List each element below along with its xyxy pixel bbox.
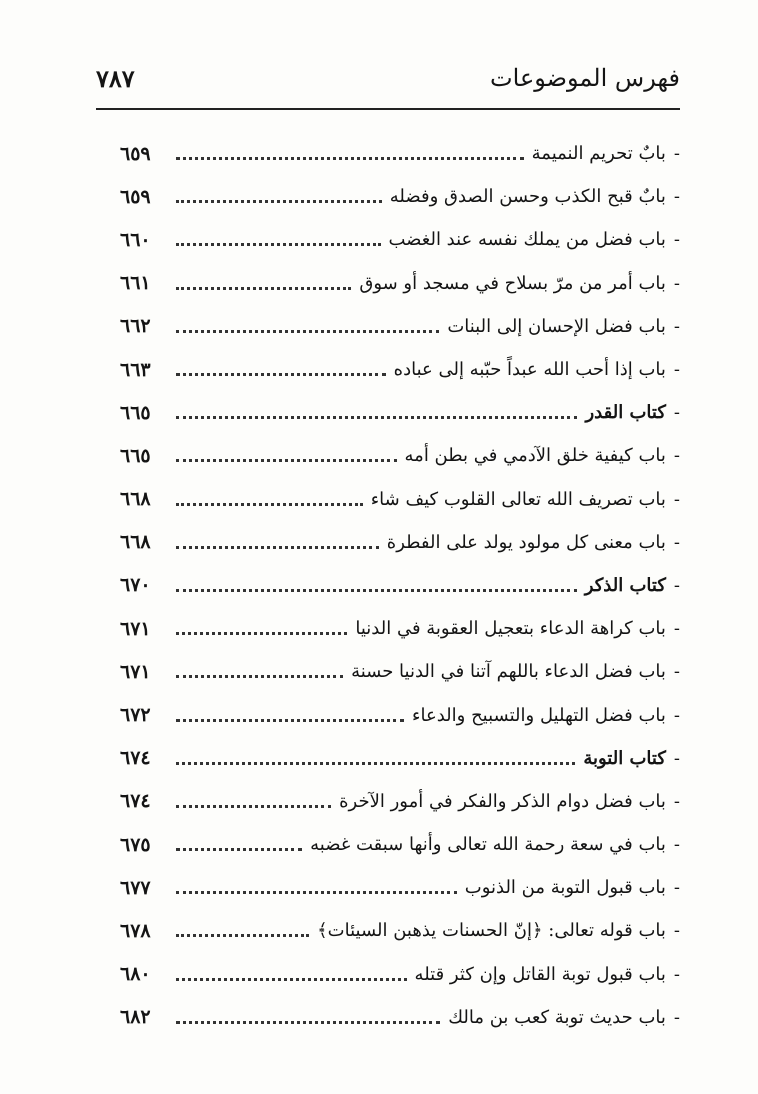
toc-page-number: ٦٧٤ <box>120 790 151 813</box>
toc-entry-title: كتاب القدر <box>585 402 666 424</box>
toc-page-number: ٦٧٧ <box>120 876 151 899</box>
toc-entry-title: باب أمر من مرّ بسلاح في مسجد أو سوق <box>359 272 666 294</box>
toc-leader-dots <box>176 157 524 160</box>
toc-leader-dots <box>176 762 575 765</box>
toc-entry-title: باب معنى كل مولود يولد على الفطرة <box>386 531 666 553</box>
toc-leader-dots <box>176 805 331 808</box>
toc-page-number: ٦٧٥ <box>120 833 151 856</box>
toc-dash: - <box>673 229 680 251</box>
header-rule <box>96 108 680 110</box>
toc-leader-dots <box>176 546 379 549</box>
toc-row <box>120 780 680 823</box>
toc-page-number: ٦٥٩ <box>120 142 151 165</box>
toc-row <box>120 953 680 996</box>
toc-dash: - <box>673 315 680 337</box>
toc-page-number: ٦٧٠ <box>120 574 151 597</box>
toc-dash: - <box>673 790 680 812</box>
toc-row <box>120 305 680 348</box>
toc-entry-title: باب تصريف الله تعالى القلوب كيف شاء <box>370 488 666 510</box>
toc-row <box>120 132 680 175</box>
toc-dash: - <box>673 359 680 381</box>
toc-leader-dots <box>176 1021 440 1024</box>
toc-chapter-row <box>120 737 680 780</box>
toc-leader-dots <box>176 416 577 419</box>
toc-page-number: ٦٦٢ <box>120 315 151 338</box>
toc-row <box>120 262 680 305</box>
toc-leader-dots <box>176 632 347 635</box>
toc-entry-title: باب قبول توبة القاتل وإن كثر قتله <box>414 963 666 985</box>
toc-dash: - <box>673 445 680 467</box>
toc-row <box>120 866 680 909</box>
toc-page-number: ٦٦٥ <box>120 401 151 424</box>
toc-entry-title: باب حديث توبة كعب بن مالك <box>448 1006 666 1028</box>
toc-leader-dots <box>176 243 381 246</box>
toc-dash: - <box>673 186 680 208</box>
toc-row <box>120 607 680 650</box>
toc-leader-dots <box>176 330 439 333</box>
toc-leader-dots <box>176 848 302 851</box>
toc-row <box>120 996 680 1039</box>
toc-leader-dots <box>176 589 577 592</box>
toc-dash: - <box>673 618 680 640</box>
toc-dash: - <box>673 963 680 985</box>
toc-dash: - <box>673 574 680 596</box>
toc-entry-title: باب في سعة رحمة الله تعالى وأنها سبقت غضبه <box>310 834 666 856</box>
toc-row <box>120 218 680 261</box>
toc-row <box>120 434 680 477</box>
toc-page-number: ٦٧١ <box>120 617 151 640</box>
toc-row <box>120 478 680 521</box>
toc-leader-dots <box>176 719 404 722</box>
toc-row <box>120 348 680 391</box>
toc-entry-title: باب إذا أحب الله عبداً حبّبه إلى عباده <box>393 359 666 381</box>
page-number: ٧٨٧ <box>96 64 135 93</box>
toc-row <box>120 693 680 736</box>
toc-entry-title: كتاب التوبة <box>583 747 666 769</box>
toc-entry-title: باب فضل من يملك نفسه عند الغضب <box>388 229 666 251</box>
toc-chapter-row <box>120 564 680 607</box>
toc-entry-title: باب فضل دوام الذكر والفكر في أمور الآخرة <box>339 790 666 812</box>
toc-leader-dots <box>176 675 343 678</box>
toc-dash: - <box>673 143 680 165</box>
toc-row <box>120 650 680 693</box>
toc-dash: - <box>673 704 680 726</box>
toc-page-number: ٦٧١ <box>120 660 151 683</box>
toc-entry-title: باب قوله تعالى: ﴿إنّ الحسنات يذهبن السيئات﴾ <box>317 920 666 942</box>
toc-dash: - <box>673 920 680 942</box>
toc-page-number: ٦٨٢ <box>120 1006 151 1029</box>
toc-entry-title: باب قبول التوبة من الذنوب <box>464 877 666 899</box>
toc-row <box>120 175 680 218</box>
toc-page-number: ٦٦٠ <box>120 228 151 251</box>
toc-leader-dots <box>176 287 351 290</box>
toc-dash: - <box>673 877 680 899</box>
toc-entry-title: باب فضل الإحسان إلى البنات <box>447 315 666 337</box>
page-header <box>96 62 680 108</box>
toc-dash: - <box>673 1006 680 1028</box>
toc-entry-title: باب كيفية خلق الآدمي في بطن أمه <box>404 445 666 467</box>
toc-leader-dots <box>176 373 386 376</box>
toc-dash: - <box>673 272 680 294</box>
toc-page-number: ٦٦٣ <box>120 358 151 381</box>
toc-row <box>120 909 680 952</box>
toc-page-number: ٦٧٢ <box>120 704 151 727</box>
running-title: فهرس الموضوعات <box>490 64 680 92</box>
toc-page-number: ٦٨٠ <box>120 963 151 986</box>
toc-entry-title: بابٌ تحريم النميمة <box>531 143 666 165</box>
toc-page-number: ٦٦١ <box>120 272 151 295</box>
toc-dash: - <box>673 747 680 769</box>
toc-page-number: ٦٦٨ <box>120 531 151 554</box>
toc-leader-dots <box>176 503 363 506</box>
toc-leader-dots <box>176 934 309 937</box>
toc-leader-dots <box>176 891 457 894</box>
table-of-contents <box>120 132 680 1039</box>
toc-dash: - <box>673 661 680 683</box>
toc-dash: - <box>673 531 680 553</box>
toc-chapter-row <box>120 391 680 434</box>
toc-row <box>120 823 680 866</box>
toc-page-number: ٦٦٨ <box>120 488 151 511</box>
toc-page-number: ٦٧٤ <box>120 747 151 770</box>
toc-row <box>120 521 680 564</box>
toc-entry-title: كتاب الذكر <box>584 574 666 596</box>
toc-page-number: ٦٦٥ <box>120 444 151 467</box>
toc-leader-dots <box>176 459 397 462</box>
toc-dash: - <box>673 488 680 510</box>
toc-dash: - <box>673 402 680 424</box>
toc-page-number: ٦٧٨ <box>120 919 151 942</box>
toc-leader-dots <box>176 200 382 203</box>
toc-entry-title: باب كراهة الدعاء بتعجيل العقوبة في الدنيا <box>355 618 666 640</box>
toc-dash: - <box>673 834 680 856</box>
toc-entry-title: بابٌ قبح الكذب وحسن الصدق وفضله <box>389 186 666 208</box>
toc-entry-title: باب فضل الدعاء باللهم آتنا في الدنيا حسنة <box>351 661 666 683</box>
toc-leader-dots <box>176 978 407 981</box>
toc-page-number: ٦٥٩ <box>120 185 151 208</box>
toc-entry-title: باب فضل التهليل والتسبيح والدعاء <box>412 704 666 726</box>
